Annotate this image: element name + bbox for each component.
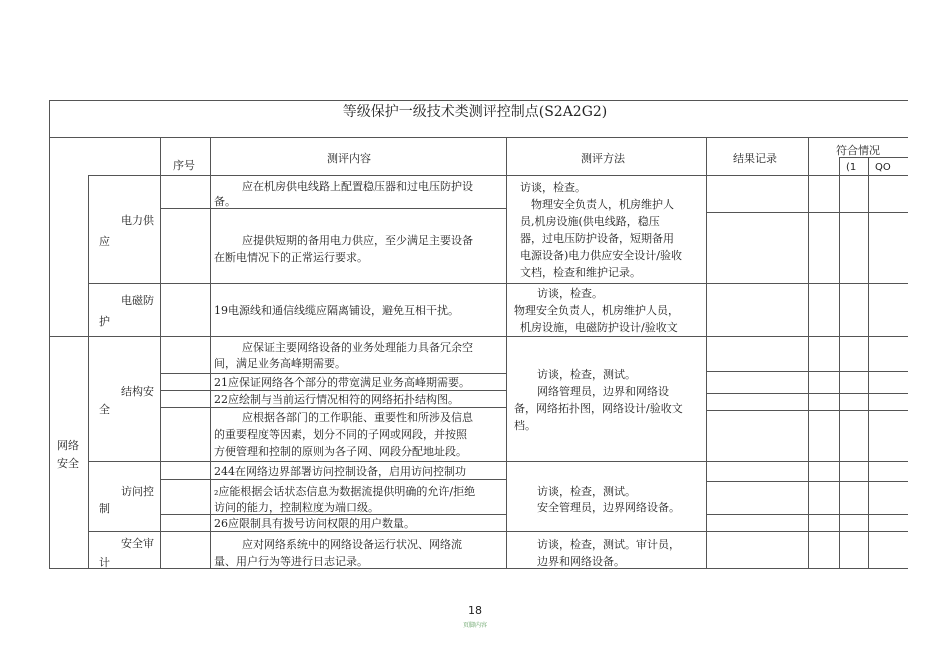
footer-note: 页脚内容 — [462, 622, 487, 629]
grid-line — [49, 137, 908, 138]
content-struct-2: 21应保证网络各个部分的带宽满足业务高峰期需要。 — [214, 376, 470, 389]
content-power-1-line2: 备。 — [214, 195, 236, 208]
page-number: 18 — [468, 604, 482, 617]
content-power-1-line1: 应在机房供电线路上配置稳压器和过电压防护设 — [242, 180, 473, 193]
method-power-line5: 电源设备)电力供应安全设计/验收 — [520, 249, 682, 262]
content-struct-4-line2: 的重要程度等因素，划分不同的子网或网段，并按照 — [214, 428, 467, 441]
method-struct-line1: 访谈，检查，测试。 — [537, 368, 636, 381]
content-access-3: 26应限制具有拨号访问权限的用户数量。 — [214, 517, 415, 530]
section-power-line1: 电力供 — [121, 214, 154, 227]
method-power-line4: 器，过电压防护设备，短期备用 — [520, 232, 674, 245]
grid-line — [88, 175, 908, 176]
header-content: 测评内容 — [327, 152, 371, 165]
section-audit-line2: 计 — [99, 556, 110, 569]
content-emi-1: 19电源线和通信线缆应隔离铺设，避免互相干扰。 — [214, 304, 459, 317]
method-struct-line2: 网络管理员，边界和网络设 — [537, 385, 669, 398]
grid-line — [88, 461, 908, 462]
header-seq: 序号 — [173, 159, 195, 172]
grid-line — [706, 137, 707, 569]
grid-line — [706, 410, 908, 411]
header-conform-b: QO — [875, 162, 891, 173]
section-struct-line1: 结构安 — [121, 385, 154, 398]
section-network-line2: 安全 — [57, 457, 79, 470]
grid-line — [210, 137, 211, 569]
section-emi-line1: 电磁防 — [121, 294, 154, 307]
content-access-2-line1: ₂应能根据会话状态信息为数据流提供明确的允许/拒绝 — [214, 485, 476, 498]
grid-line — [49, 336, 908, 337]
method-power-line3: 员,机房设施(供电线路，稳压 — [520, 215, 660, 228]
method-emi-line3: 机房设施，电磁防护设计/验收文 — [520, 321, 678, 334]
header-result: 结果记录 — [733, 152, 777, 165]
grid-line — [706, 481, 908, 482]
section-struct-line2: 全 — [99, 403, 110, 416]
section-access-line1: 访问控 — [121, 485, 154, 498]
section-emi-line2: 护 — [99, 315, 110, 328]
header-conform: 符合情况 — [836, 144, 880, 157]
section-network-line1: 网络 — [57, 439, 79, 452]
grid-line — [49, 100, 50, 569]
grid-line — [839, 157, 840, 569]
content-struct-4-line3: 方便管理和控制的原则为各子网、网段分配地址段。 — [214, 445, 467, 458]
content-access-2-line2: 访问的能力，控制粒度为端口级。 — [214, 501, 379, 514]
grid-line — [160, 137, 161, 569]
section-audit-line1: 安全审 — [121, 537, 154, 550]
method-power-line2: 物理安全负责人，机房维护人 — [531, 198, 674, 211]
method-audit-line2: 边界和网络设备。 — [537, 555, 625, 568]
content-struct-3: 22应绘制与当前运行情况相符的网络拓扑结构图。 — [214, 393, 459, 406]
grid-line — [160, 208, 506, 209]
content-audit-1-line1: 应对网络系统中的网络设备运行状况、网络流 — [242, 538, 462, 551]
grid-line — [506, 137, 507, 569]
grid-line — [706, 514, 908, 515]
section-power-line2: 应 — [99, 235, 110, 248]
grid-line — [88, 283, 908, 284]
grid-line — [88, 531, 908, 532]
content-power-2-line1: 应提供短期的备用电力供应，至少满足主要设备 — [242, 234, 473, 247]
grid-line — [706, 371, 908, 372]
method-access-line1: 访谈，检查，测试。 — [537, 485, 636, 498]
method-audit-line1: 访谈，检查，测试。审计员， — [537, 538, 680, 551]
grid-line — [88, 175, 89, 569]
section-access-line2: 制 — [99, 502, 110, 515]
method-struct-line4: 档。 — [514, 419, 536, 432]
method-struct-line3: 备，网络拓扑图，网络设计/验收文 — [514, 402, 683, 415]
grid-line — [49, 568, 908, 569]
content-struct-1-line2: 间，满足业务高峰期需要。 — [214, 357, 346, 370]
header-method: 测评方法 — [581, 152, 625, 165]
grid-line — [706, 212, 908, 213]
grid-line — [808, 137, 809, 569]
content-struct-1-line1: 应保证主要网络设备的业务处理能力具备冗余空 — [242, 341, 473, 354]
method-emi-line1: 访谈，检查。 — [537, 287, 603, 300]
method-emi-line2: 物理安全负责人，机房维护人员， — [514, 304, 679, 317]
method-power-line6: 文档，检查和维护记录。 — [520, 266, 641, 279]
table-title: 等级保护一级技术类测评控制点(S2A2G2) — [342, 104, 608, 120]
content-struct-4-line1: 应根据各部门的工作职能、重要性和所涉及信息 — [242, 411, 473, 424]
grid-line — [868, 157, 869, 569]
content-access-1: 244在网络边界部署访问控制设备，启用访问控制功 — [214, 465, 466, 478]
content-audit-1-line2: 量、用户行为等进行日志记录。 — [214, 555, 368, 568]
header-conform-a: (1 — [846, 162, 857, 173]
content-power-2-line2: 在断电情况下的正常运行要求。 — [214, 251, 368, 264]
method-access-line2: 安全管理员，边界网络设备。 — [537, 501, 680, 514]
method-power-line1: 访谈，检查。 — [520, 181, 586, 194]
grid-line — [706, 393, 908, 394]
